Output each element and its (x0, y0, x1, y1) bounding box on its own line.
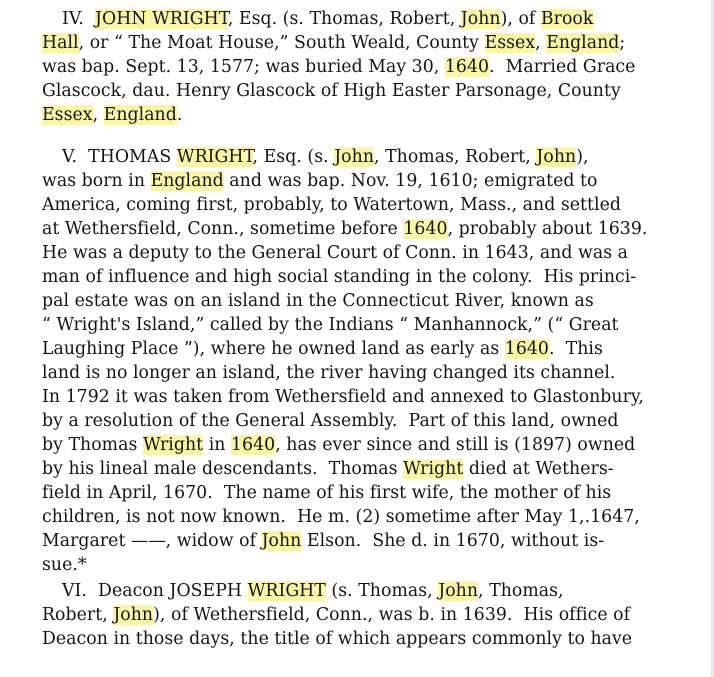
text-line (42, 313, 672, 337)
highlighted-term: England (103, 105, 177, 125)
text-run: man of influence and high social standing in the colony. His princi- (42, 267, 637, 287)
paragraph-generation-v (42, 145, 672, 577)
text-run: by a resolution of the General Assembly. Part of this land, owned (42, 411, 619, 431)
text-line (42, 241, 672, 265)
text-run: , (92, 105, 104, 125)
text-run: Glascock, dau. Henry Glascock of High Easter Parsonage, County (42, 81, 621, 101)
text-run: ), of Wethersfield, Conn., was b. in 1639. His office of (153, 605, 631, 625)
text-line (42, 265, 672, 289)
highlighted-term: John (113, 605, 154, 625)
text-line (42, 31, 672, 55)
text-line (42, 103, 672, 127)
text-run: died at Wethers- (463, 459, 614, 479)
highlighted-term: JOHN WRIGHT (95, 9, 228, 29)
text-line (42, 409, 672, 433)
text-line (42, 337, 672, 361)
highlighted-term: John (261, 531, 302, 551)
text-run: V. THOMAS (62, 147, 177, 167)
text-run: , probably about 1639. (447, 219, 648, 239)
text-run: sue.* (42, 555, 87, 575)
text-run: in (203, 435, 231, 455)
text-run: field in April, 1670. The name of his first wife, the mother of his (42, 483, 612, 503)
highlighted-term: Hall (42, 33, 79, 53)
highlighted-term: John (438, 581, 479, 601)
text-run: was bap. Sept. 13, 1577; was buried May 30, (42, 57, 445, 77)
highlighted-term: Wright (403, 459, 464, 479)
highlighted-term: Essex (42, 105, 93, 125)
text-run: by his lineal male descendants. Thomas (42, 459, 404, 479)
text-run: . This (548, 339, 603, 359)
text-run: land is no longer an island, the river having changed its channel. (42, 363, 616, 383)
highlighted-term: Wright (142, 435, 204, 455)
text-run: by Thomas (42, 435, 143, 455)
text-run: Deacon in those days, the title of which appears commonly to have (42, 629, 633, 649)
highlighted-term: England (546, 33, 620, 53)
text-run: In 1792 it was taken from Wethersfield and annexed to Glastonbury, (42, 387, 644, 407)
text-run: , Thomas, Robert, (374, 147, 537, 167)
text-run: . Married Grace (489, 57, 636, 77)
highlighted-term: England (150, 171, 224, 191)
text-line (42, 553, 672, 577)
text-run: , Esq. (s. Thomas, Robert, (227, 9, 461, 29)
text-run: “ Wright's Island,” called by the Indians “ Manhannock,” (“ Great (42, 315, 619, 335)
text-run: was born in (42, 171, 151, 191)
highlighted-term: 1640 (403, 219, 448, 239)
highlighted-term: John (536, 147, 577, 167)
text-line (42, 385, 672, 409)
text-run: VI. Deacon JOSEPH (62, 581, 248, 601)
text-line (42, 193, 672, 217)
text-line (42, 529, 672, 553)
text-run: Robert, (42, 605, 114, 625)
text-run: and was bap. Nov. 19, 1610; emigrated to (223, 171, 598, 191)
paragraph-generation-iv (42, 7, 672, 127)
highlighted-term: 1640 (231, 435, 276, 455)
text-line (42, 505, 672, 529)
text-run: , or “ The Moat House,” South Weald, County (78, 33, 485, 53)
text-run: ; (619, 33, 626, 53)
text-run: Margaret ——, widow of (42, 531, 262, 551)
highlighted-term: 1640 (504, 339, 549, 359)
text-run: . (176, 105, 183, 125)
text-run: Elson. She d. in 1670, without is- (301, 531, 605, 551)
text-line (42, 217, 672, 241)
text-run: (s. Thomas, (325, 581, 439, 601)
text-line (42, 55, 672, 79)
text-run: , (535, 33, 547, 53)
highlighted-term: WRIGHT (247, 581, 326, 601)
text-line (42, 481, 672, 505)
text-line (42, 433, 672, 457)
text-line (42, 289, 672, 313)
highlighted-term: Essex (484, 33, 536, 53)
text-line (42, 361, 672, 385)
paragraph-generation-vi (42, 579, 672, 651)
text-line (42, 79, 672, 103)
text-run: at Wethersfield, Conn., sometime before (42, 219, 404, 239)
text-line (42, 7, 672, 31)
highlighted-term: WRIGHT (176, 147, 253, 167)
highlighted-term: Brook (540, 9, 594, 29)
text-run: ), of (500, 9, 541, 29)
text-run: He was a deputy to the General Court of Conn. in 1643, and was a (42, 243, 629, 263)
text-run: IV. (62, 9, 96, 29)
text-run: pal estate was on an island in the Connecticut River, known as (42, 291, 594, 311)
text-line (42, 603, 672, 627)
text-line (42, 627, 672, 651)
text-run: , has ever since and still is (1897) owned (275, 435, 636, 455)
text-run: , Esq. (s. (252, 147, 335, 167)
text-line (42, 579, 672, 603)
text-run: ), (576, 147, 589, 167)
text-run: Laughing Place ”), where he owned land as early as (42, 339, 505, 359)
highlighted-term: John (334, 147, 374, 167)
text-run: America, coming first, probably, to Watertown, Mass., and settled (42, 195, 621, 215)
text-run: , Thomas, (478, 581, 564, 601)
highlighted-term: 1640 (444, 57, 490, 77)
text-line (42, 457, 672, 481)
text-line (42, 169, 672, 193)
text-line (42, 145, 672, 169)
text-run: children, is not now known. He m. (2) sometime after May 1,.1647, (42, 507, 640, 527)
highlighted-term: John (460, 9, 501, 29)
